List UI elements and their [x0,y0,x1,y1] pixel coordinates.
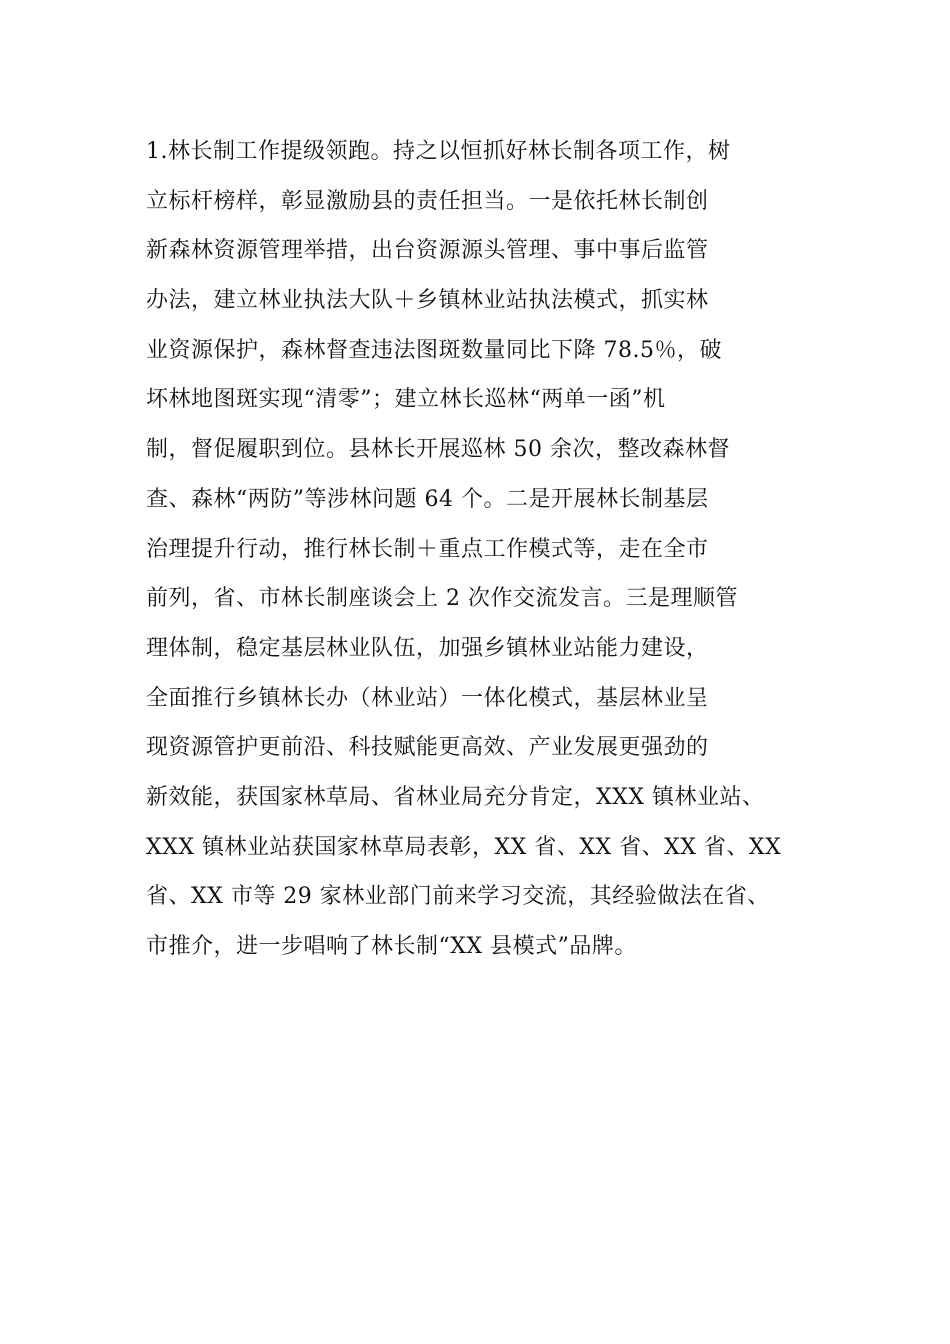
paragraph-line: 办法，建立林业执法大队＋乡镇林业站执法模式，抓实林 [146,288,709,314]
paragraph-line: 业资源保护，森林督查违法图斑数量同比下降 78.5％，破 [146,337,722,363]
paragraph-line: 前列，省、市林长制座谈会上 2 次作交流发言。三是理顺管 [146,586,738,612]
paragraph-line: 全面推行乡镇林长办（林业站）一体化模式，基层林业呈 [146,685,709,711]
paragraph-line: 坏林地图斑实现“清零”；建立林长巡林“两单一函”机 [146,387,666,413]
paragraph-line: 立标杆榜样，彰显激励县的责任担当。一是依托林长制创 [146,188,709,214]
paragraph-line: 市推介，进一步唱响了林长制“XX 县模式”品牌。 [146,934,637,959]
paragraph-line: 新效能，获国家林草局、省林业局充分肯定，XXX 镇林业站、 [146,784,765,810]
paragraph-line: 新森林资源管理举措，出台资源源头管理、事中事后监管 [146,238,709,264]
paragraph-line: 省、XX 市等 29 家林业部门前来学习交流，其经验做法在省、 [146,884,770,910]
paragraph-line: 治理提升行动，推行林长制＋重点工作模式等，走在全市 [146,536,709,562]
paragraph-line: 1.林长制工作提级领跑。持之以恒抓好林长制各项工作，树 [146,139,731,164]
paragraph-line: 现资源管护更前沿、科技赋能更高效、产业发展更强劲的 [146,735,709,761]
body-paragraph [146,127,836,972]
paragraph-line: 理体制，稳定基层林业队伍，加强乡镇林业站能力建设， [146,635,709,661]
paragraph-line: 查、森林“两防”等涉林问题 64 个。二是开展林长制基层 [146,486,709,512]
paragraph-line: XXX 镇林业站获国家林草局表彰，XX 省、XX 省、XX 省、XX [146,834,782,860]
paragraph-line: 制，督促履职到位。县林长开展巡林 50 余次，整改森林督 [146,437,730,463]
